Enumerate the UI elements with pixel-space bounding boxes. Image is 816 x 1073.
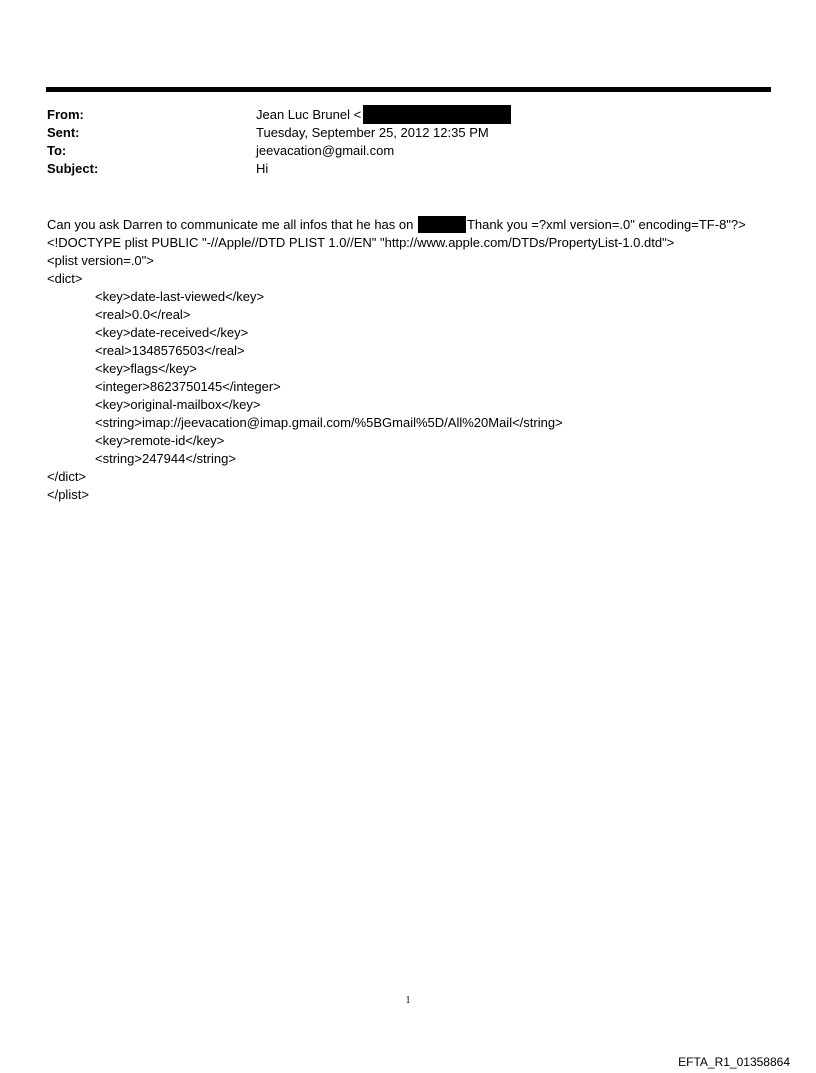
- body-line: <dict>: [47, 271, 83, 286]
- dict-line: <key>original-mailbox</key>: [95, 397, 261, 412]
- dict-line: <key>date-last-viewed</key>: [95, 289, 265, 304]
- dict-line: <string>247944</string>: [95, 451, 236, 466]
- document-id: EFTA_R1_01358864: [678, 1055, 790, 1069]
- header-rule: [46, 87, 771, 92]
- dict-line: <string>imap://jeevacation@imap.gmail.com/%5BGmail%5D/All%20Mail</string>: [95, 415, 563, 430]
- page-number: 1: [405, 995, 411, 1006]
- to-value: jeevacation@gmail.com: [256, 143, 395, 158]
- email-header: [47, 106, 767, 178]
- subject-value: Hi: [256, 161, 269, 176]
- from-value: [256, 106, 767, 124]
- dict-line: <integer>8623750145</integer>: [95, 379, 281, 394]
- sent-value: Tuesday, September 25, 2012 12:35 PM: [256, 125, 489, 140]
- dict-line: <key>flags</key>: [95, 361, 197, 376]
- body-line: </dict>: [47, 469, 87, 484]
- email-body: [47, 216, 787, 504]
- body-line: <plist version=.0">: [47, 253, 154, 268]
- body-line: [47, 216, 787, 234]
- body-line: <!DOCTYPE plist PUBLIC "-//Apple//DTD PLIST 1.0//EN" "http://www.apple.com/DTDs/PropertyList-1.0.dtd">: [47, 235, 675, 250]
- redaction-box: [363, 105, 511, 124]
- from-row: [47, 106, 767, 124]
- from-name: Jean Luc Brunel <: [256, 107, 362, 122]
- sent-label: Sent:: [47, 125, 80, 140]
- dict-line: <real>1348576503</real>: [95, 343, 245, 358]
- to-label: To:: [47, 143, 67, 158]
- dict-line: <key>date-received</key>: [95, 325, 249, 340]
- redaction-box: [418, 216, 466, 233]
- dict-line: <real>0.0</real>: [95, 307, 191, 322]
- dict-line: <key>remote-id</key>: [95, 433, 225, 448]
- subject-row: [47, 160, 767, 178]
- body-text: Can you ask Darren to communicate me all infos that he has on: [47, 217, 417, 232]
- from-label: From:: [47, 107, 84, 122]
- body-line: </plist>: [47, 487, 89, 502]
- subject-label: Subject:: [47, 161, 99, 176]
- to-row: [47, 142, 767, 160]
- body-text: Thank you =?xml version=.0" encoding=TF-8"?>: [466, 217, 746, 232]
- sent-row: [47, 124, 767, 142]
